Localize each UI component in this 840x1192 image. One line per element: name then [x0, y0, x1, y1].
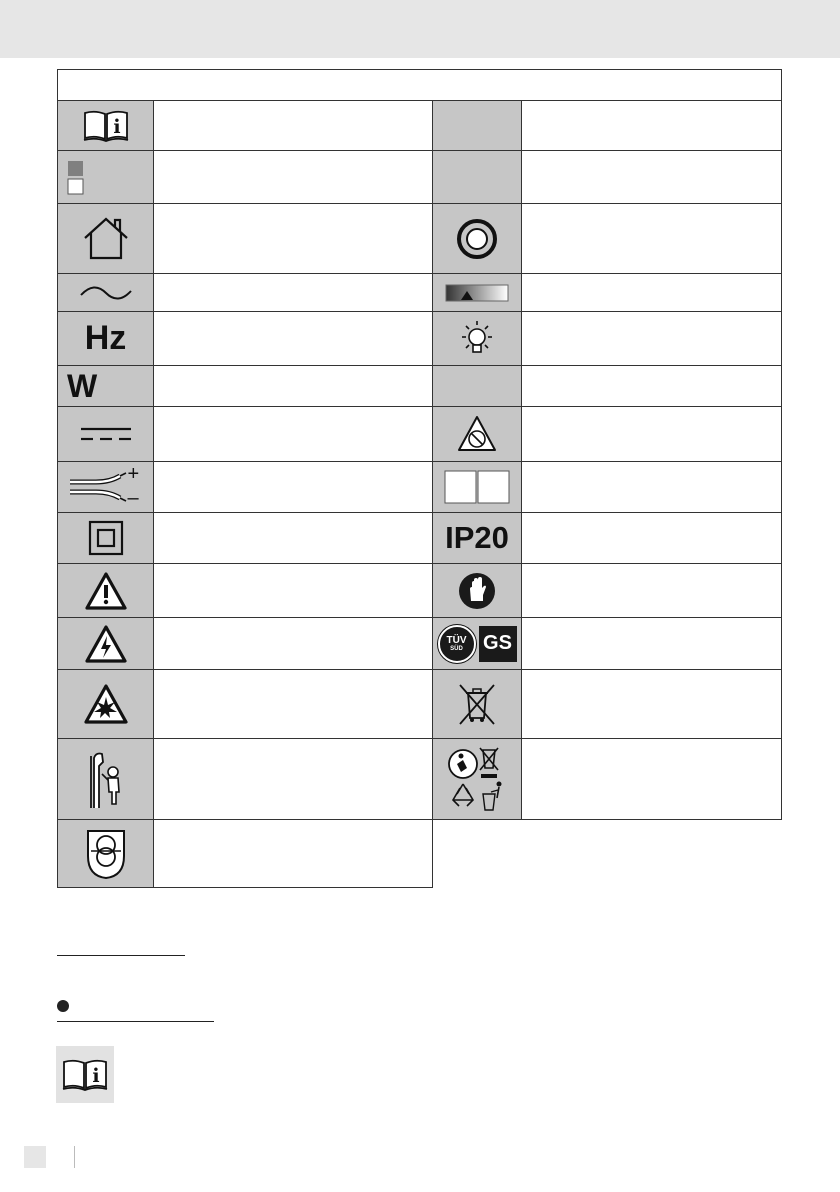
description-cell — [153, 563, 433, 618]
symbol-cell — [57, 819, 154, 888]
description-cell — [521, 150, 782, 204]
tuv-badge — [438, 625, 476, 663]
description-cell — [153, 365, 433, 407]
watt-icon: W — [67, 367, 98, 404]
symbol-cell — [432, 100, 522, 151]
description-cell — [521, 365, 782, 407]
description-cell — [521, 512, 782, 564]
symbol-cell — [57, 406, 154, 462]
description-cell — [153, 617, 433, 670]
symbol-cell — [432, 461, 522, 513]
description-cell — [521, 100, 782, 151]
tuv-label: TÜV — [446, 634, 467, 646]
recycling-disposal-icon — [447, 744, 507, 814]
symbol-cell — [432, 150, 522, 204]
symbol-cell — [432, 273, 522, 312]
plus-sign: + — [127, 463, 140, 485]
bullet-icon — [57, 1000, 69, 1012]
symbol-cell — [432, 669, 522, 739]
triangle-gauge-icon — [456, 414, 498, 454]
description-cell — [153, 669, 433, 739]
description-cell — [153, 100, 433, 151]
symbol-cell — [57, 563, 154, 618]
description-cell — [521, 738, 782, 820]
two-squares-icon — [444, 470, 510, 504]
description-cell — [521, 461, 782, 513]
symbol-cell — [432, 563, 522, 618]
alternating-current-icon — [78, 283, 134, 303]
subheading-underline — [57, 1021, 214, 1022]
symbol-cell — [432, 512, 522, 564]
description-cell — [521, 669, 782, 739]
direct-current-icon — [78, 424, 134, 444]
minus-sign: – — [127, 487, 139, 509]
grey-white-squares-icon — [66, 158, 86, 196]
child-safety-icon — [86, 748, 126, 810]
description-cell — [521, 617, 782, 670]
symbol-cell — [432, 365, 522, 407]
description-cell — [521, 406, 782, 462]
ip-rating-icon: IP20 — [445, 520, 509, 555]
symbol-cell — [432, 203, 522, 274]
description-cell — [153, 819, 433, 888]
info-letter: i — [92, 1064, 100, 1087]
tuv-gs-mark-icon — [438, 625, 517, 663]
explosion-warning-icon — [83, 683, 129, 725]
symbol-cell — [57, 461, 154, 513]
cable-polarity-icon — [66, 463, 146, 509]
page-number-box — [24, 1146, 46, 1168]
description-cell — [153, 406, 433, 462]
wear-gloves-icon — [457, 571, 497, 611]
symbol-table — [57, 69, 782, 888]
symbol-cell — [57, 365, 154, 407]
header-bar — [0, 0, 840, 58]
symbol-cell — [57, 669, 154, 739]
description-cell — [153, 461, 433, 513]
ring-switch-icon — [456, 218, 498, 260]
symbol-cell — [57, 311, 154, 366]
tuv-sub-label: SÜD — [450, 645, 463, 652]
symbol-cell — [57, 617, 154, 670]
description-cell — [521, 273, 782, 312]
symbol-cell — [57, 100, 154, 151]
hertz-icon: Hz — [84, 319, 127, 357]
symbol-cell — [57, 150, 154, 204]
description-cell — [153, 150, 433, 204]
symbol-cell — [57, 512, 154, 564]
symbol-cell — [432, 311, 522, 366]
electric-shock-warning-icon — [84, 624, 128, 664]
symbol-cell — [432, 617, 522, 670]
indoor-use-house-icon — [81, 216, 131, 262]
gs-badge: GS — [479, 626, 517, 662]
symbol-cell — [432, 738, 522, 820]
description-cell — [521, 203, 782, 274]
protection-class-ii-icon — [88, 520, 124, 556]
description-cell — [153, 738, 433, 820]
symbol-cell — [57, 273, 154, 312]
info-letter: i — [112, 115, 121, 138]
description-cell — [153, 203, 433, 274]
symbol-cell — [432, 406, 522, 462]
table-header-row — [57, 69, 782, 102]
read-instructions-icon — [56, 1046, 114, 1103]
footer-divider — [74, 1146, 75, 1168]
description-cell — [153, 273, 433, 312]
description-cell — [153, 512, 433, 564]
read-instructions-icon — [82, 109, 130, 143]
symbol-cell — [57, 738, 154, 820]
heading-underline — [57, 955, 185, 956]
description-cell — [153, 311, 433, 366]
dimmer-slider-icon — [445, 283, 509, 303]
description-cell — [521, 563, 782, 618]
crossed-bin-icon — [457, 682, 497, 726]
description-cell — [521, 311, 782, 366]
light-bulb-icon — [457, 319, 497, 359]
symbol-cell — [57, 203, 154, 274]
warning-icon — [84, 571, 128, 611]
safety-transformer-icon — [85, 828, 127, 880]
